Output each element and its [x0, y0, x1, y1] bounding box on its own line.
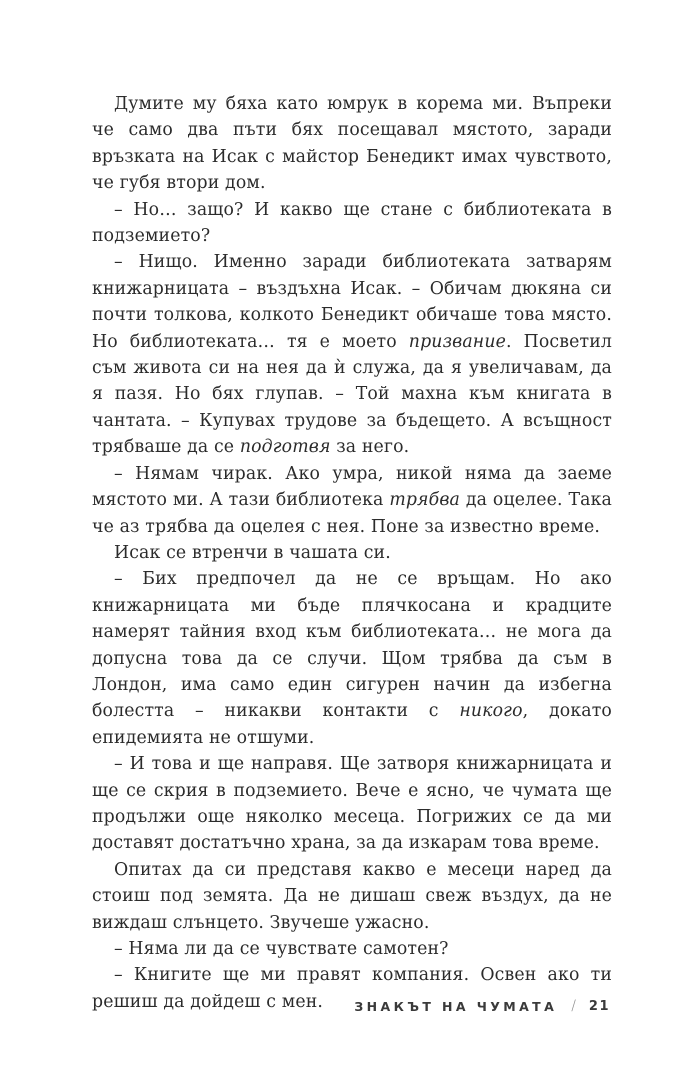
footer-separator: /: [571, 998, 576, 1014]
paragraph: Исак се втренчи в чашата си.: [114, 542, 391, 563]
paragraph: – Нямам чирак. Ако умра, никой няма да заеме мястото ми. А тази библиотека трябва да оцелее. Така че аз трябва да оцелея с нея. Поне за известно време.: [92, 463, 612, 537]
italic-emphasis: призвание: [408, 331, 506, 352]
italic-emphasis: никого: [459, 701, 523, 722]
paragraph: – Но… защо? И какво ще стане с библиотеката в подземието?: [92, 199, 612, 247]
page-footer: [300, 998, 610, 1014]
paragraph: Опитах да си представя какво е месеци наред да стоиш под земята. Да не дишаш свеж въздух, да не виждаш слънцето. Звучеше ужасно.: [92, 859, 612, 933]
italic-emphasis: трябва: [389, 490, 461, 511]
page-number: 21: [588, 998, 610, 1014]
body-text: [92, 91, 612, 1015]
paragraph: – Бих предпочел да не се връщам. Но ако книжарницата ми бъде плячкосана и крадците намерят тайния вход към библиотеката… не мога да допусна това да се случи. Щом трябва да съм в Лондон, има само един сигурен начин да избегна болестта – никакви контакти с никого, докато епидемията не отшуми.: [92, 569, 612, 748]
running-title: ЗНАКЪТ НА ЧУМАТА: [354, 998, 558, 1014]
paragraph: – Книгите ще ми правят компания. Освен ако ти решиш да дойдеш с мен.: [92, 965, 612, 1012]
paragraph: – Няма ли да се чувствате самотен?: [114, 939, 449, 959]
paragraph: – Нищо. Именно заради библиотеката затварям книжарницата – въздъхна Исак. – Обичам дюкяна си почти толкова, колкото Бенедикт обичаше това място. Но библиотеката… тя е моето призвание. Посветил съм живота си на нея да ѝ служа, да я увеличавам, да я пазя. Но бях глупав. – Той махна към книгата в чантата. – Купувах трудове за бъдещето. А всъщност трябваше да се подготвя за него.: [92, 252, 612, 458]
italic-emphasis: подготвя: [239, 437, 331, 458]
paragraph: Думите му бяха като юмрук в корема ми. Въпреки че само два пъти бях посещавал мястото, заради връзката на Исак с майстор Бенедикт имах чувството, че губя втори дом.: [92, 94, 612, 194]
paragraph: – И това и ще направя. Ще затворя книжарницата и ще се скрия в подземието. Вече е ясно, че чумата ще продължи още няколко месеца. Погрижих се да ми доставят достатъчно храна, за да изкарам това време.: [92, 754, 612, 854]
